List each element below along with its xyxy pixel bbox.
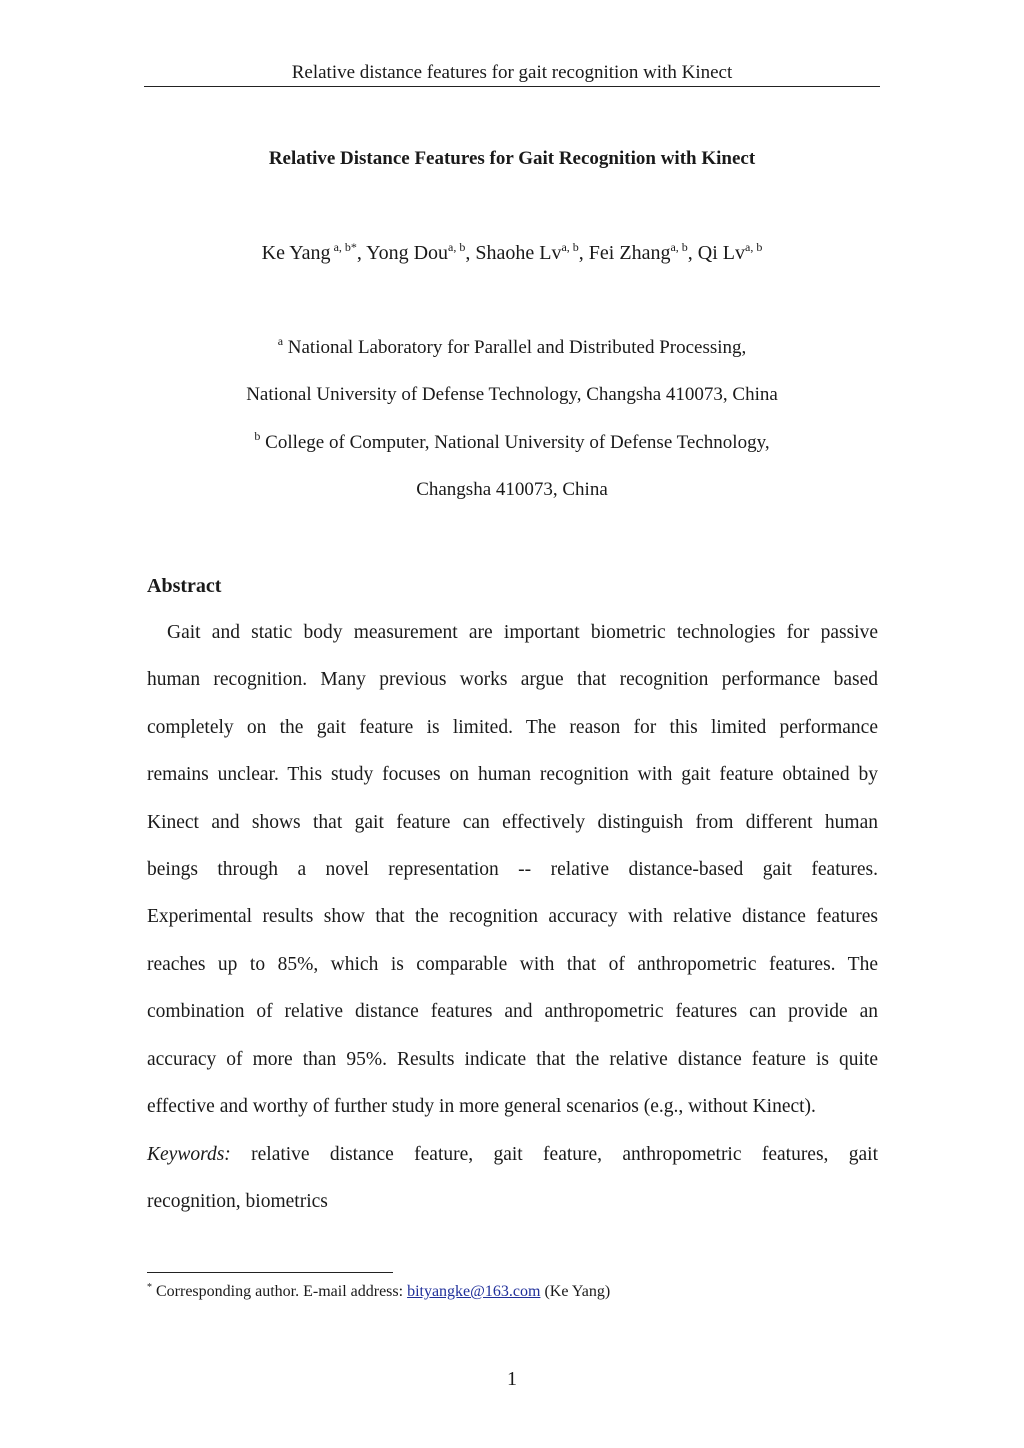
running-header: Relative distance features for gait recognition with Kinect [291,62,733,83]
abstract-line: combination of relative distance features and anthropometric features can provide an [147,1001,878,1022]
author-affiliation-mark: a, b [448,240,466,254]
abstract-line: Experimental results show that the recognition accuracy with relative distance features [147,906,878,927]
author-list [144,238,880,268]
footnote [147,1281,610,1303]
affiliation-text: National Laboratory for Parallel and Distributed Processing, [287,337,747,358]
affiliation-a-line2: National University of Defense Technology, Changsha 410073, China [246,384,778,405]
header-rule [144,86,880,87]
keywords-text: relative distance feature, gait feature, anthropometric features, gait [251,1144,879,1165]
paper-title: Relative Distance Features for Gait Recognition with Kinect [268,148,756,169]
abstract-heading: Abstract [147,575,222,597]
abstract-line: remains unclear. This study focuses on human recognition with gait feature obtained by [147,764,878,785]
author-name: , Shaohe Lv [465,242,562,264]
author-name: , Qi Lv [687,242,745,264]
keywords-label: Keywords: [147,1144,231,1165]
page-number: 1 [507,1368,517,1390]
affiliation-text: College of Computer, National University of Defense Technology, [265,432,770,453]
author-affiliation-mark: a, b [670,240,688,254]
affiliation-b-line2: Changsha 410073, China [416,479,608,500]
abstract-line: completely on the gait feature is limited. The reason for this limited performance [147,717,878,738]
abstract-line: beings through a novel representation -- relative distance-based gait features. [147,859,878,880]
author-affiliation-mark: a, b [745,240,763,254]
abstract-line: effective and worthy of further study in more general scenarios (e.g., without Kinect). [147,1096,816,1117]
keywords-line [147,1141,878,1169]
affiliation-a-line1 [144,335,880,361]
author-name: , Yong Dou [356,242,449,264]
keywords-continuation: recognition, biometrics [147,1191,328,1212]
footnote-mark: * [147,1282,152,1293]
abstract-line: accuracy of more than 95%. Results indicate that the relative distance feature is quite [147,1049,878,1070]
footnote-suffix: (Ke Yang) [544,1283,611,1300]
author-name: , Fei Zhang [578,242,671,264]
author-affiliation-mark: a, b [561,240,579,254]
abstract-line: Kinect and shows that gait feature can effectively distinguish from different human [147,812,878,833]
abstract-line: Gait and static body measurement are important biometric technologies for passive [167,622,878,643]
affiliation-mark: b [254,429,261,443]
author-name: Ke Yang [261,242,331,264]
footnote-text: Corresponding author. E-mail address: [156,1283,404,1300]
abstract-line: human recognition. Many previous works argue that recognition performance based [147,669,878,690]
affiliation-b-line1 [144,430,880,456]
author-affiliation-mark: a, b* [330,240,357,254]
email-link[interactable]: bityangke@163.com [407,1283,541,1300]
footnote-rule [147,1272,393,1273]
abstract-line: reaches up to 85%, which is comparable with that of anthropometric features. The [147,954,878,975]
affiliation-mark: a [277,334,284,348]
